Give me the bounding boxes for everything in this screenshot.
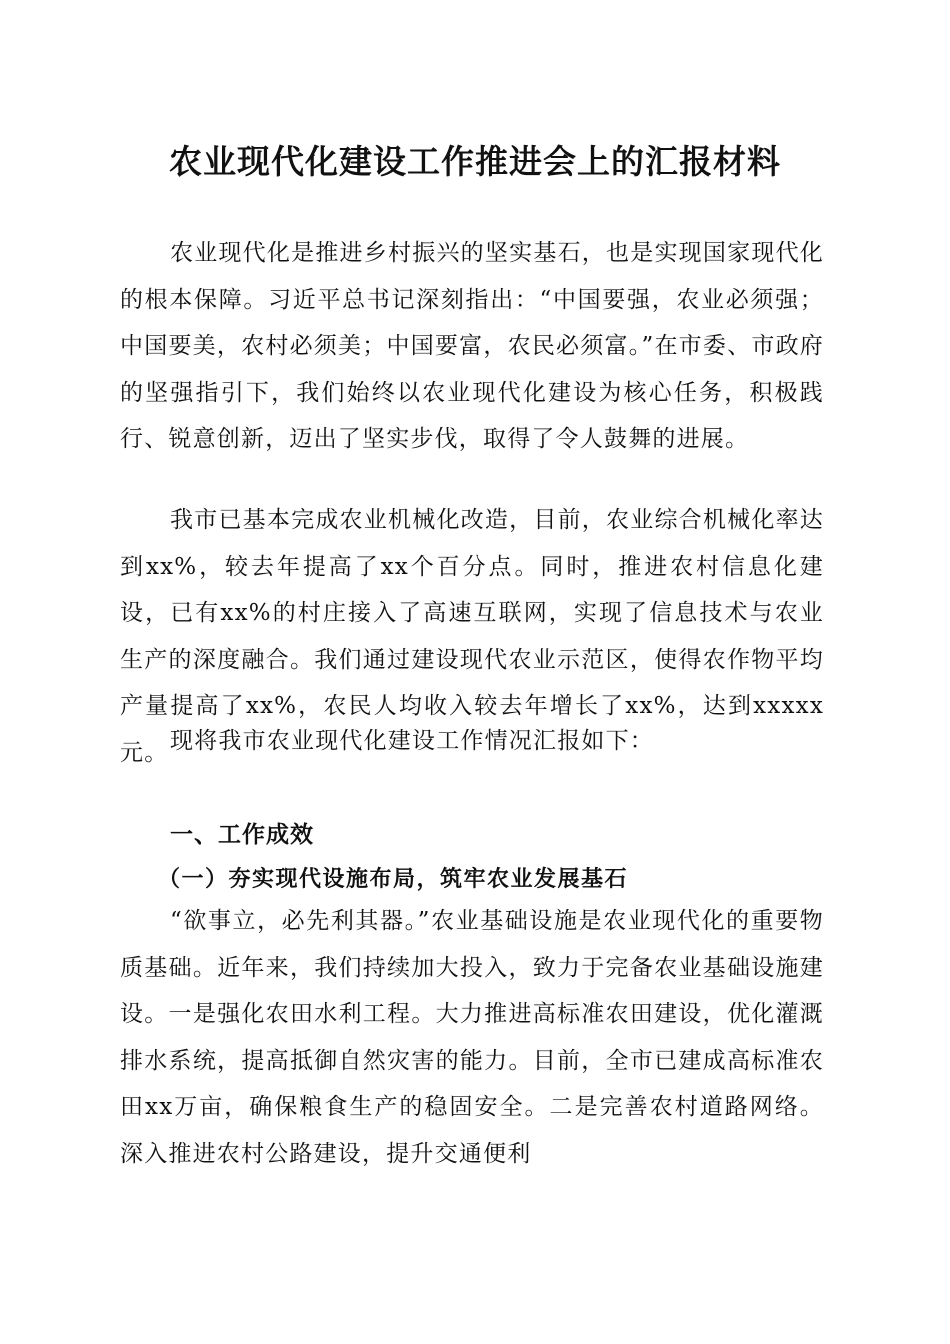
progress-paragraph: 我市已基本完成农业机械化改造，目前，农业综合机械化率达到xx%，较去年提高了xx个百分点。同时，推进农村信息化建设，已有xx%的村庄接入了高速互联网，实现了信息技术与农业生产的深度融合。我们通过建设现代农业示范区，使得农作物平均产量提高了xx%，农民人均收入较去年增长了xx%，达到xxxxx元。 bbox=[120, 507, 824, 766]
document-title: 农业现代化建设工作推进会上的汇报材料 bbox=[169, 142, 781, 181]
section-heading-work-results: 一、工作成效 bbox=[170, 822, 314, 848]
infrastructure-paragraph: “欲事立，必先利其器。”农业基础设施是农业现代化的重要物质基础。近年来，我们持续加大投入，致力于完备农业基础设施建设。一是强化农田水利工程。大力推进高标准农田建设，优化灌溉排水系统，提高抵御自然灾害的能力。目前，全市已建成高标准农田xx万亩，确保粮食生产的稳固安全。二是完善农村道路网络。深入推进农村公路建设，提升交通便利 bbox=[120, 908, 824, 1167]
lead-paragraph: 现将我市农业现代化建设工作情况汇报如下： bbox=[170, 728, 654, 754]
intro-paragraph: 农业现代化是推进乡村振兴的坚实基石，也是实现国家现代化的根本保障。习近平总书记深刻指出：“中国要强，农业必须强；中国要美，农村必须美；中国要富，农民必须富。”在市委、市政府的坚强指引下，我们始终以农业现代化建设为核心任务，积极践行、锐意创新，迈出了坚实步伐，取得了令人鼓舞的进展。 bbox=[120, 240, 824, 452]
subsection-heading-infrastructure: （一）夯实现代设施布局，筑牢农业发展基石 bbox=[158, 866, 629, 892]
